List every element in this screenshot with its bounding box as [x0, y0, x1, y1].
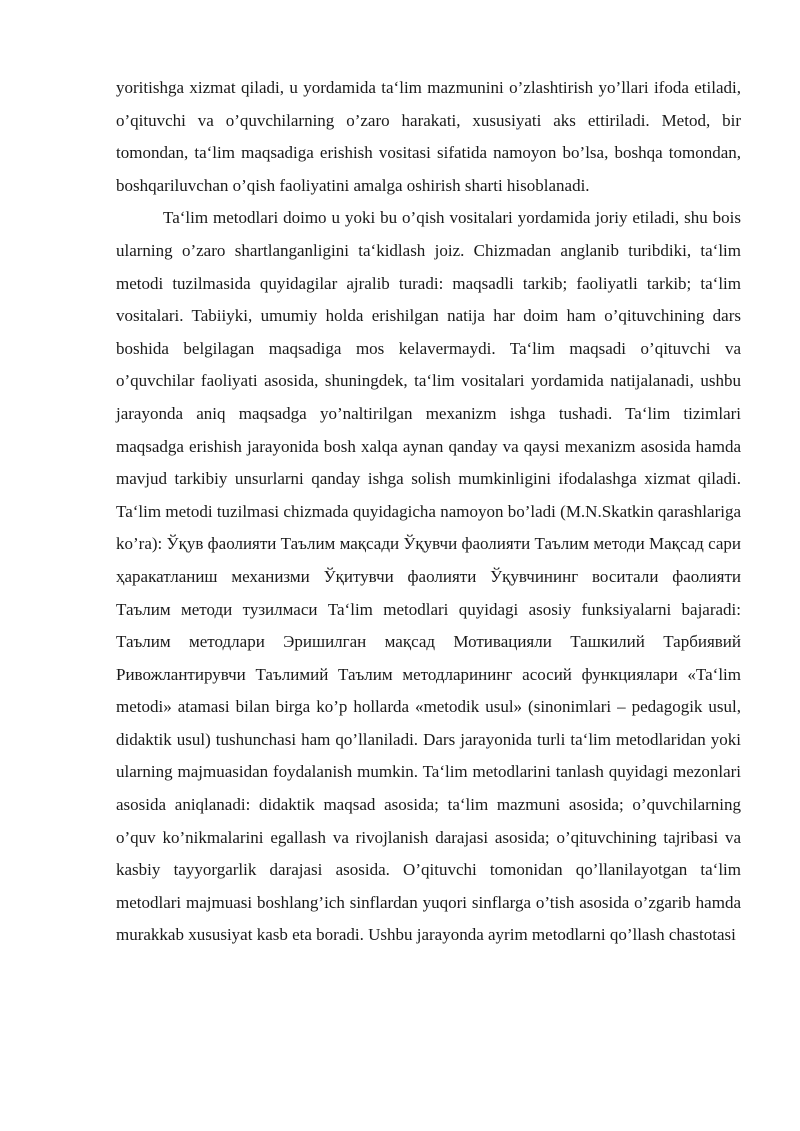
document-body: [116, 72, 741, 952]
paragraph-continuation: yoritishga xizmat qiladi, u yordamida ta‘lim mazmunini o’zlashtirish yo’llari ifoda etiladi, o’qituvchi va o’quvchilarning o’zaro harakati, xususiyati aks ettiriladi. Metod, bir tomondan, ta‘lim maqsadiga erishish vositasi sifatida namoyon bo’lsa, boshqa tomondan, boshqariluvchan o’qish faoliyatini amalga oshirish sharti hisoblanadi.: [116, 78, 741, 195]
paragraph-teaching-methods: Ta‘lim metodlari doimo u yoki bu o’qish vositalari yordamida joriy etiladi, shu bois ularning o’zaro shartlanganligini ta‘kidlash joiz. Chizmadan anglanib turibdiki, ta‘lim metodi tuzilmasida quyidagilar ajralib turadi: maqsadli tarkib; faoliyatli tarkib; ta‘lim vositalari. Tabiiyki, umumiy holda erishilgan natija har doim ham o’qituvchining dars boshida belgilagan maqsadiga mos kelavermaydi. Ta‘lim maqsadi o’qituvchi va o’quvchilar faoliyati asosida, shuningdek, ta‘lim vositalari yordamida natijalanadi, ushbu jarayonda aniq maqsadga yo’naltirilgan mexanizm ishga tushadi. Ta‘lim tizimlari maqsadga erishish jarayonida bosh xalqa aynan qanday va qaysi mexanizm asosida hamda mavjud tarkibiy unsurlarni qanday ishga solish mumkinligini ifodalashga xizmat qiladi. Ta‘lim metodi tuzilmasi chizmada quyidagicha namoyon bo’ladi (M.N.Skatkin qarashlariga ko’ra): Ўқув фаолияти Таълим мақсади Ўқувчи фаолияти Таълим методи Мақсад сари ҳаракатланиш механизми Ўқитувчи фаолияти Ўқувчининг воситали фаолияти Таълим методи тузилмаси Ta‘lim metodlari quyidagi asosiy funksiyalarni bajaradi: Таълим методлари Эришилган мақсад Мотивацияли Ташкилий Тарбиявий Ривожлантирувчи Таълимий Таълим методларининг асосий функциялари «Ta‘lim metodi» atamasi bilan birga ko’p hollarda «metodik usul» (sinonimlari – pedagogik usul, didaktik usul) tushunchasi ham qo’llaniladi. Dars jarayonida turli ta‘lim metodlaridan yoki ularning majmuasidan foydalanish mumkin. Ta‘lim metodlarini tanlash quyidagi mezonlari asosida aniqlanadi: didaktik maqsad asosida; ta‘lim mazmuni asosida; o’quvchilarning o’quv ko’nikmalarini egallash va rivojlanish darajasi asosida; o’qituvchining tajribasi va kasbiy tayyorgarlik darajasi asosida. O’qituvchi tomonidan qo’llanilayotgan ta‘lim metodlari majmuasi boshlang’ich sinflardan yuqori sinflarga o’tish asosida o’zgarib hamda murakkab xususiyat kasb eta boradi. Ushbu jarayonda ayrim metodlarni qo’llash chastotasi: [116, 208, 741, 945]
